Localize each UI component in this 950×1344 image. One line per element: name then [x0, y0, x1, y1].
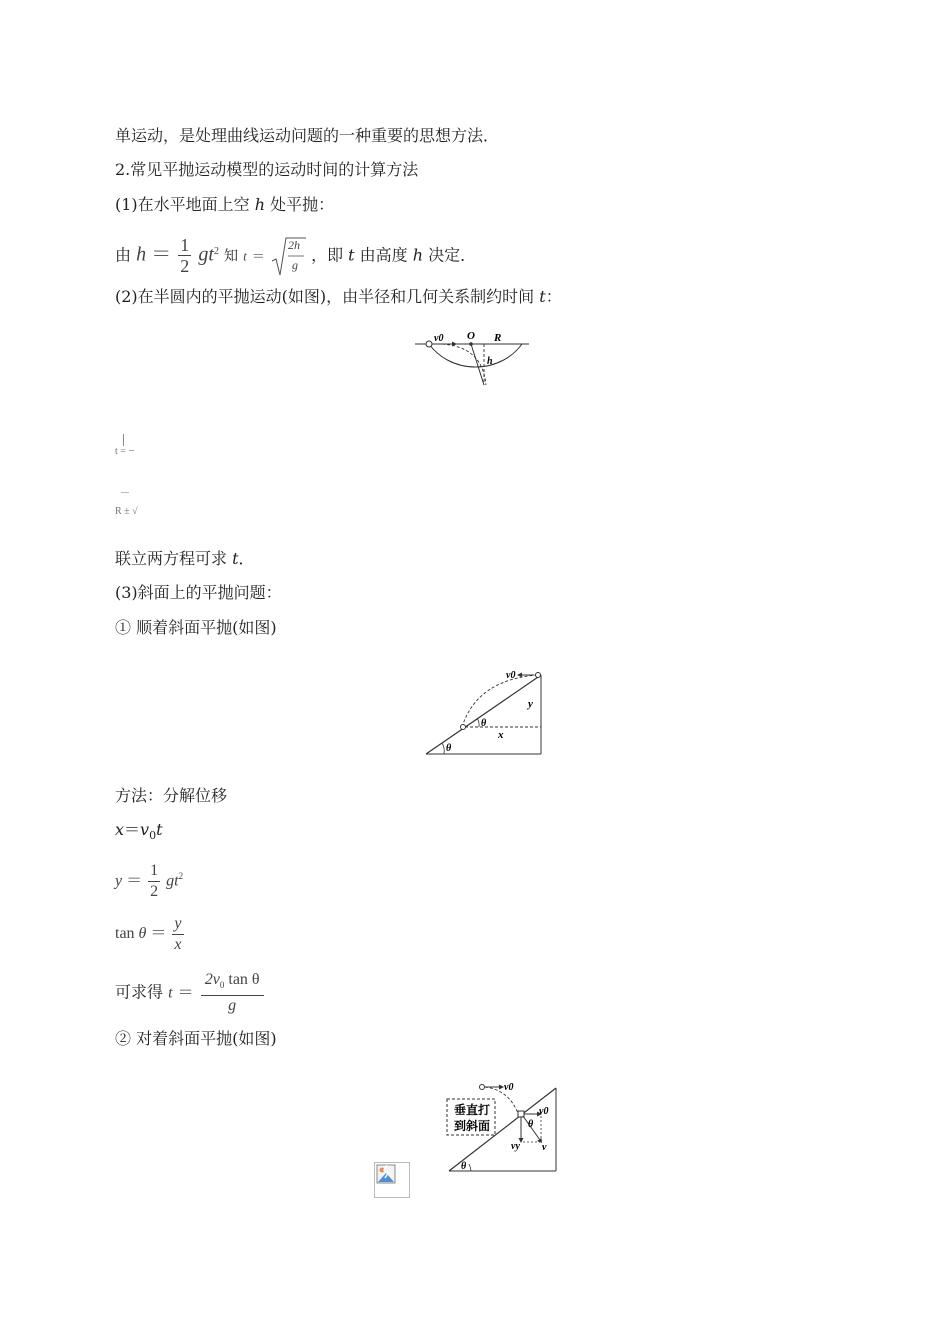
formula-eq: ＝: [151, 243, 172, 266]
t-num-tan: tan θ: [224, 971, 260, 988]
tan-frac: [172, 914, 183, 955]
y-gt: gt: [166, 872, 179, 890]
incline-perpendicular-figure: [444, 1076, 560, 1174]
fig2-v0-label: v0: [506, 670, 516, 681]
fig2-y-label: y: [528, 698, 533, 710]
fig1-r-label: R: [494, 332, 502, 344]
y-half-den: 2: [150, 883, 159, 901]
x-t: t: [156, 820, 163, 839]
x-v-sub: 0: [149, 829, 157, 843]
x-equation: [115, 820, 163, 846]
broken-image-icon: [376, 1164, 396, 1184]
fig3-vy-label: vy: [511, 1141, 520, 1152]
fig3-box-line1: 垂直打: [454, 1103, 491, 1117]
item-1-h: h: [254, 195, 266, 214]
section-heading-2: 2.常见平抛运动模型的运动时间的计算方法: [115, 160, 419, 179]
formula-h: h: [136, 243, 147, 266]
fig1-v0-label: v0: [434, 333, 444, 344]
combine-t: t: [232, 549, 239, 568]
t-result-text: 可求得: [115, 982, 164, 1002]
tan-equation: [115, 912, 186, 956]
formula-half: [178, 235, 191, 276]
item-2-heading: [115, 287, 562, 307]
text-t: t: [348, 245, 355, 265]
t-num-sub: 0: [219, 980, 225, 991]
paragraph-line-1: 单运动，是处理曲线运动问题的一种重要的思想方法．: [115, 126, 500, 145]
fig1-o-label: O: [467, 330, 475, 342]
item-2-t: t: [539, 287, 546, 306]
half-num: 1: [180, 235, 190, 256]
semicircle-figure: [412, 328, 532, 390]
faint-formula-1-text: t =: [115, 446, 126, 457]
fig2-theta-bottom-label: θ: [446, 743, 452, 754]
fig1-h-label: h: [487, 356, 493, 367]
text-tail-c: 决定．: [423, 245, 477, 265]
faint-formula-2-text: R ± √: [115, 506, 138, 517]
item-1-heading: [115, 195, 334, 215]
t-result-equation: [115, 970, 266, 1014]
fig2-theta-top-label: θ: [481, 718, 487, 729]
sqrt-den: g: [291, 257, 298, 272]
tan-word: tan: [115, 925, 135, 942]
t-result-num: [201, 970, 264, 996]
sub-item-1-heading: ① 顺着斜面平抛(如图): [115, 618, 277, 637]
x-v: v: [140, 820, 150, 839]
t-result-frac: [201, 970, 264, 1016]
sqrt-num: 2h: [287, 237, 300, 252]
x-eq: ＝: [124, 820, 141, 839]
text-h: h: [412, 245, 424, 265]
fig3-v0-right-label: v0: [539, 1106, 549, 1117]
y-half-num: 1: [148, 861, 160, 882]
formula-sq: 2: [213, 246, 219, 257]
y-sup: 2: [178, 871, 184, 881]
fig2-x-label: x: [498, 729, 504, 741]
formula-eq-2: ＝: [251, 248, 265, 264]
incline-along-figure: [422, 664, 546, 758]
item-1-text-a: (1)在水平地面上空: [115, 195, 255, 214]
method-line: 方法：分解位移: [115, 786, 228, 805]
item-2-text-a: (2)在半圆内的平抛运动(如图)，由半径和几何关系制约时间: [115, 287, 540, 306]
sqrt-expression: [270, 235, 306, 277]
t-result-t: t: [168, 984, 173, 1002]
item-1-text-b: 处平抛：: [265, 195, 335, 214]
t-num-2v: 2v: [204, 971, 220, 988]
faint-formula-2: [115, 492, 141, 528]
tan-eq: ＝: [150, 925, 167, 942]
combine-line: [115, 549, 255, 569]
combine-text-b: ．: [238, 549, 255, 568]
x-var: x: [115, 820, 125, 839]
sub-item-2-heading: ② 对着斜面平抛(如图): [115, 1029, 277, 1048]
half-den: 2: [180, 256, 190, 277]
text-zhi: 知: [224, 248, 239, 265]
text-tail-a: ，即: [311, 245, 349, 265]
tan-theta: θ: [138, 925, 147, 942]
formula-t: t: [243, 248, 247, 264]
text-you: 由: [115, 245, 132, 265]
text-tail-b: 由高度: [354, 245, 413, 265]
height-formula-line: [115, 230, 477, 277]
fig3-v0-label: v0: [504, 1082, 514, 1093]
y-eq: ＝: [126, 872, 143, 890]
tan-frac-den: x: [174, 935, 182, 953]
item-2-text-b: ：: [545, 287, 562, 306]
broken-image-placeholder: [374, 1162, 410, 1198]
fig3-v-label: v: [542, 1142, 547, 1153]
y-var: y: [115, 872, 123, 890]
tan-frac-num: y: [172, 914, 183, 935]
fig3-theta-mid-label: θ: [528, 1119, 534, 1130]
t-result-eq: ＝: [177, 984, 194, 1002]
formula-gt: gt: [198, 243, 214, 266]
t-result-den: g: [228, 997, 237, 1015]
fig3-theta-bottom-label: θ: [461, 1161, 467, 1172]
item-3-heading: (3)斜面上的平抛问题：: [115, 583, 282, 602]
faint-formula-1: [115, 434, 137, 470]
y-equation: [115, 854, 184, 901]
fig3-box-line2: 到斜面: [454, 1119, 491, 1133]
combine-text-a: 联立两方程可求: [115, 549, 233, 568]
y-half: [148, 861, 160, 902]
